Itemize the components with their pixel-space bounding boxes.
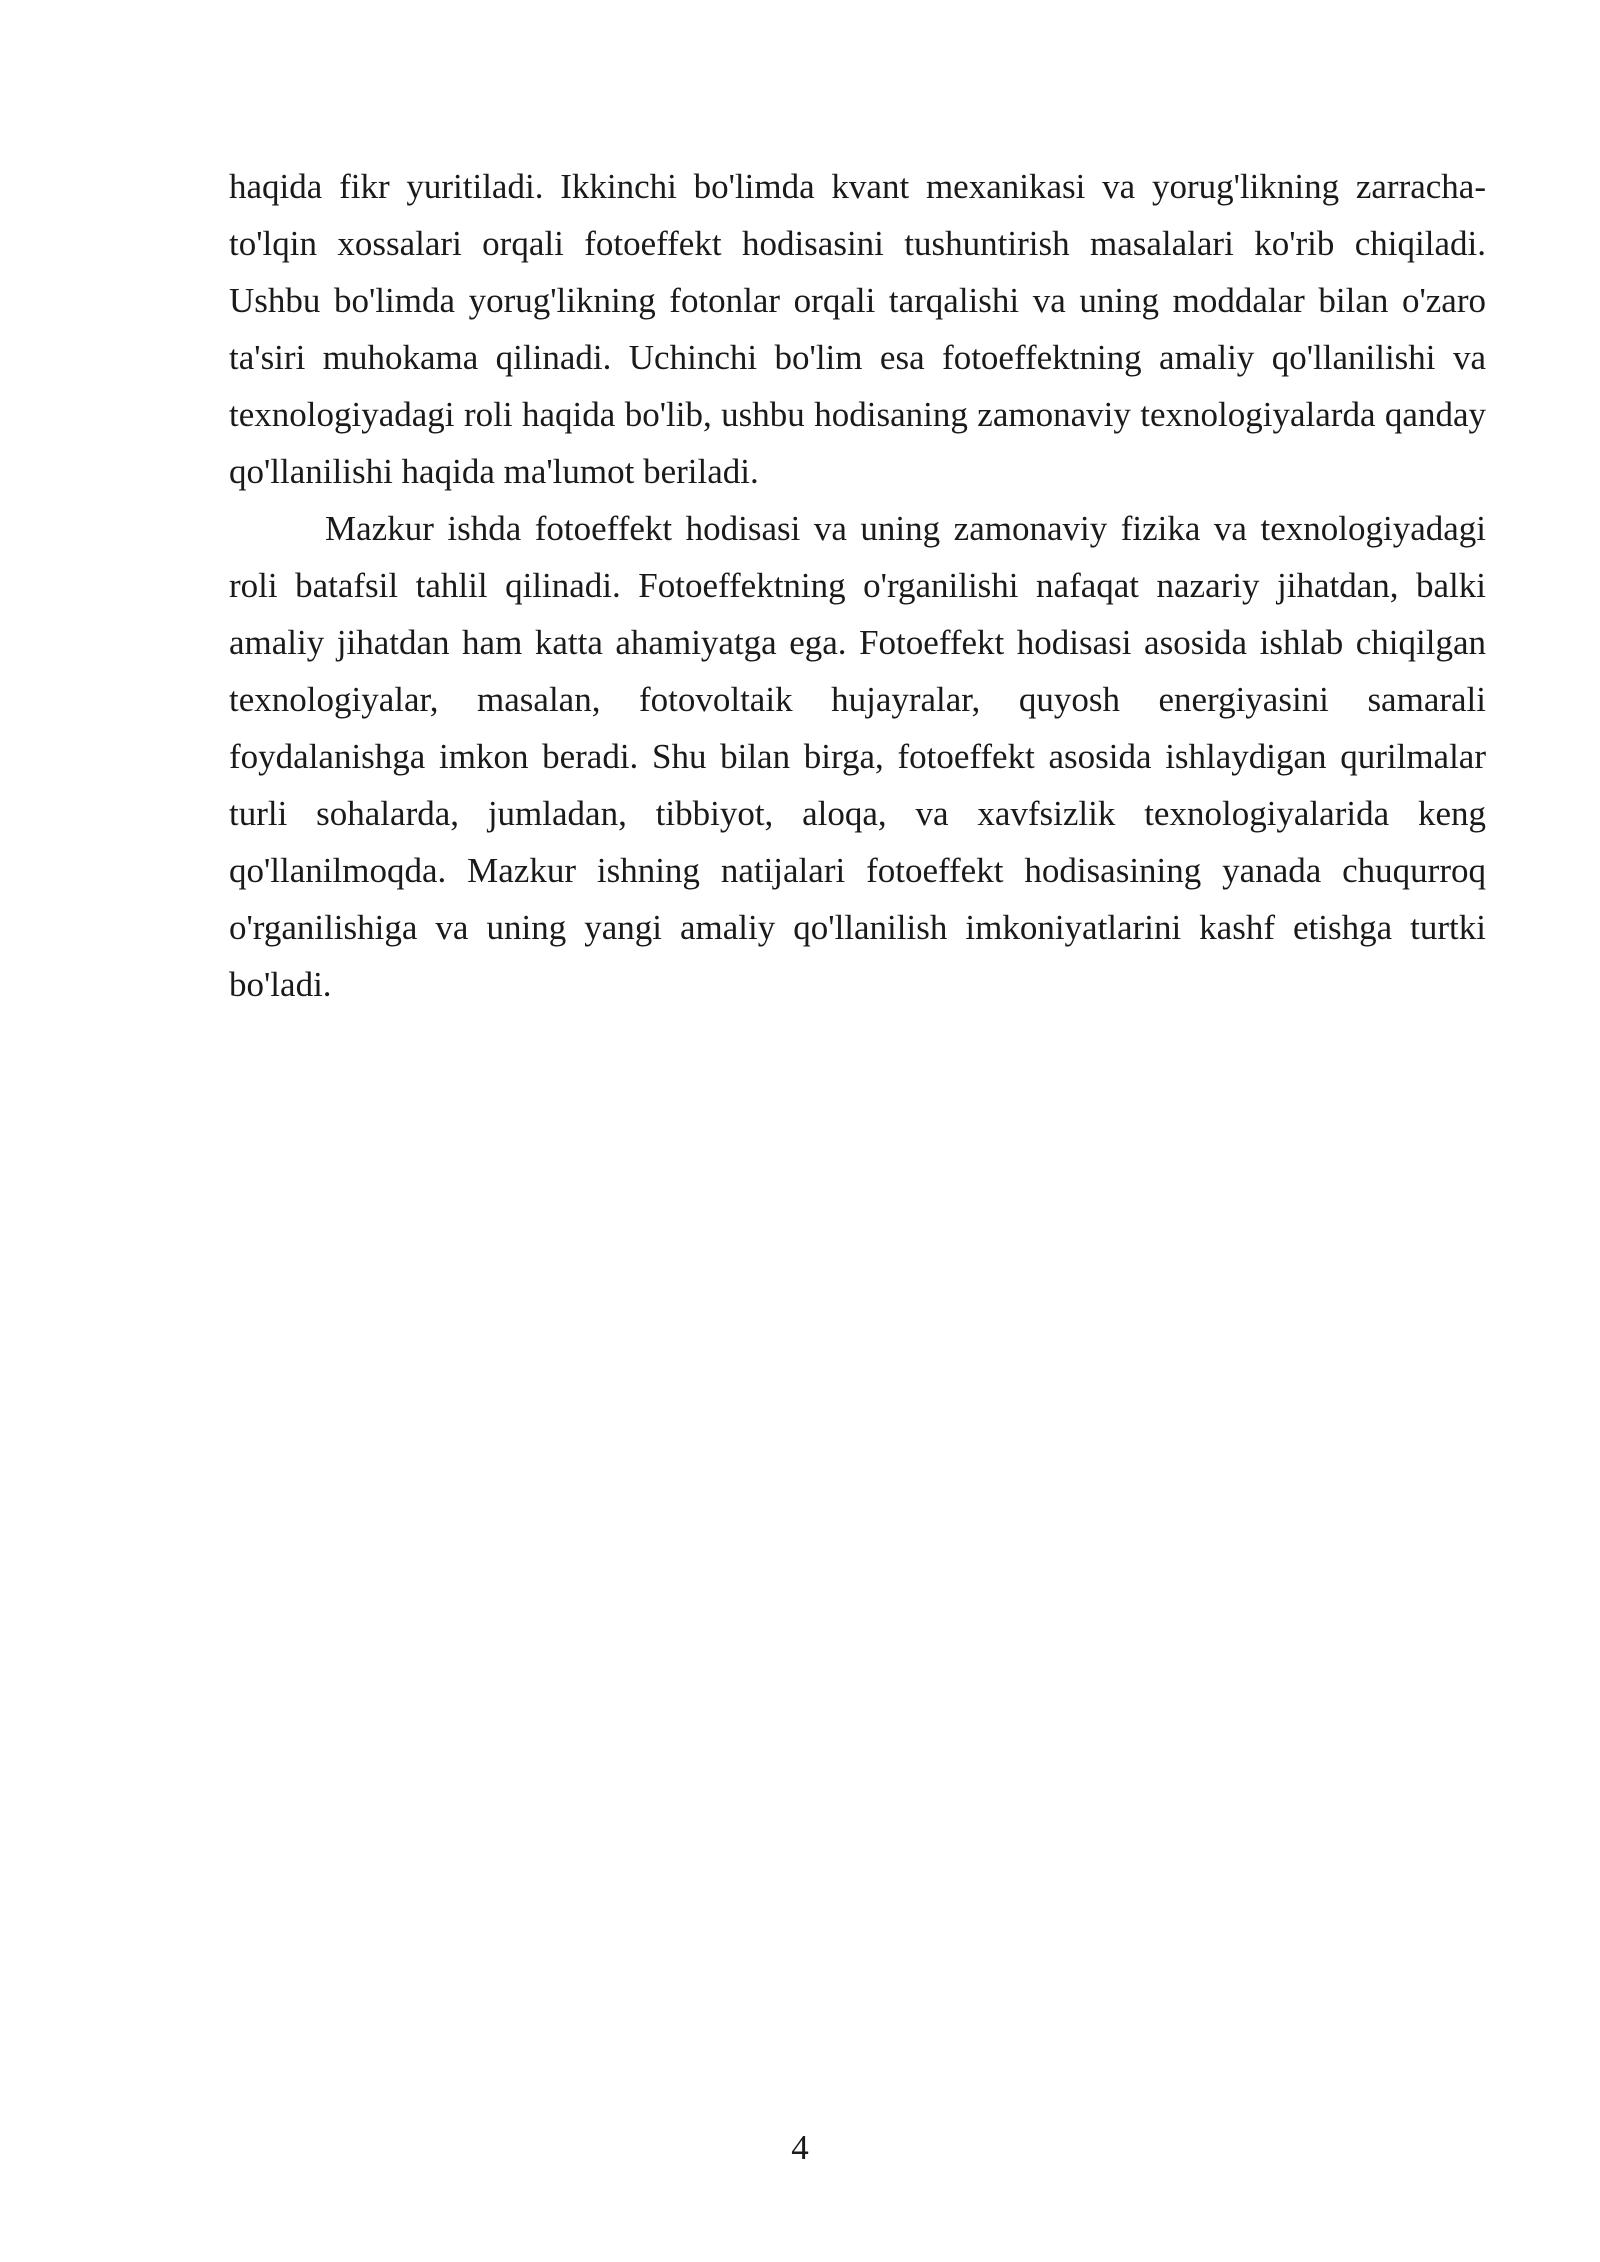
- paragraph-continuation: haqida fikr yuritiladi. Ikkinchi bo'limda kvant mexanikasi va yorug'likning zarracha-to'lqin xossalari orqali fotoeffekt hodisasini tushuntirish masalalari ko'rib chiqiladi. Ushbu bo'limda yorug'likning fotonlar orqali tarqalishi va uning moddalar bilan o'zaro ta'siri muhokama qilinadi. Uchinchi bo'lim esa fotoeffektning amaliy qo'llanilishi va texnologiyadagi roli haqida bo'lib, ushbu hodisaning zamonaviy texnologiyalarda qanday qo'llanilishi haqida ma'lumot beriladi.: [229, 167, 1486, 491]
- page-number: 4: [791, 2128, 809, 2167]
- paragraph: Mazkur ishda fotoeffekt hodisasi va uning zamonaviy fizika va texnologiyadagi roli batafsil tahlil qilinadi. Fotoeffektning o'rganilishi nafaqat nazariy jihatdan, balki amaliy jihatdan ham katta ahamiyatga ega. Fotoeffekt hodisasi asosida ishlab chiqilgan texnologiyalar, masalan, fotovoltaik hujayralar, quyosh energiyasini samarali foydalanishga imkon beradi. Shu bilan birga, fotoeffekt asosida ishlaydigan qurilmalar turli sohalarda, jumladan, tibbiyot, aloqa, va xavfsizlik texnologiyalarida keng qo'llanilmoqda. Mazkur ishning natijalari fotoeffekt hodisasining yanada chuqurroq o'rganilishiga va uning yangi amaliy qo'llanilish imkoniyatlarini kashf etishga turtki bo'ladi.: [229, 509, 1486, 1004]
- body-text: [229, 158, 1486, 1013]
